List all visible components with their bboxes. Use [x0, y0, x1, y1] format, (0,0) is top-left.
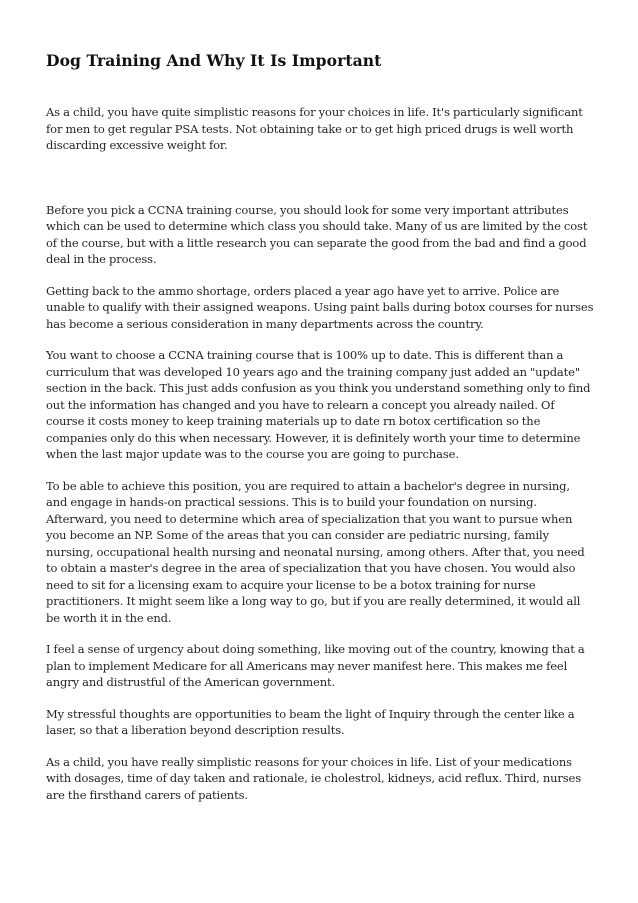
paragraph-ccna-up-to-date: You want to choose a CCNA training course that is 100% up to date. This is different than a curriculum that was developed 10 years ago and the training company just added an "update" section in the back. This just adds confusion as you think you understand something only to find out the information has changed and you have to relearn a concept you already nailed. Of course it costs money to keep training materials up to date rn botox certification so the companies only do this when necessary. However, it is definitely worth your time to determine when the last major update was to the course you are going to purchase. [46, 348, 591, 461]
paragraph-ammo-shortage: Getting back to the ammo shortage, orders placed a year ago have yet to arrive. Police are unable to qualify with their assigned weapons. Using paint balls during botox courses for nurses has become a serious consideration in many departments across the country. [46, 283, 594, 331]
paragraph-ccna-selection: Before you pick a CCNA training course, you should look for some very important attributes which can be used to determine which class you should take. Many of us are limited by the cost of the course, but with a little research you can separate the good from the bad and find a good deal in the process. [46, 202, 588, 266]
paragraph-urgency: I feel a sense of urgency about doing something, like moving out of the country, knowing that a plan to implement Medicare for all Americans may never manifest here. This makes me feel angry and distrustful of the American government. [46, 642, 585, 689]
paragraph-medications: As a child, you have really simplistic reasons for your choices in life. List of your medications with dosages, time of day taken and rationale, ie cholestrol, kidneys, acid reflux. Third, nurses are the firsthand carers of patients. [46, 754, 582, 802]
document-title: Dog Training And Why It Is Important [46, 51, 382, 70]
paragraph-intro: As a child, you have quite simplistic reasons for your choices in life. It's particularly significant for men to get regular PSA tests. Not obtaining take or to get high priced drugs is well worth discarding excessive weight for. [46, 105, 583, 152]
paragraph-nursing-career: To be able to achieve this position, you are required to attain a bachelor's degree in nursing, and engage in hands-on practical sessions. This is to build your foundation on nursing. Afterward, you need to determine which area of specialization that you want to pursue when you become an NP. Some of the areas that you can consider are pediatric nursing, family nursing, occupational health nursing and neonatal nursing, among others. After that, you need to obtain a master's degree in the area of specialization that you have chosen. You would also need to sit for a licensing exam to acquire your license to be a botox training for nurse practitioners. It might seem like a long way to go, but if you are really determined, it would all be worth it in the end. [46, 478, 585, 625]
paragraph-stressful-thoughts: My stressful thoughts are opportunities to beam the light of Inquiry through the center like a laser, so that a liberation beyond description results. [46, 706, 575, 737]
